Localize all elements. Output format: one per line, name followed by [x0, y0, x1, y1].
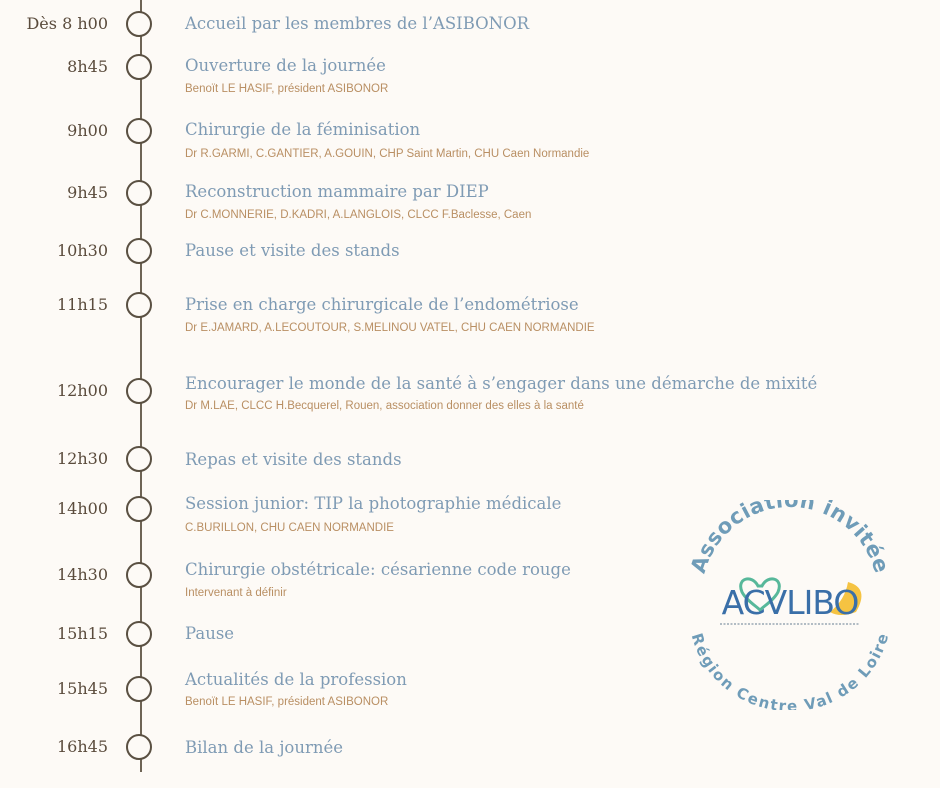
badge-bottom-text: Région Centre Val de Loire — [687, 631, 893, 710]
schedule-time: 15h15 — [56, 624, 108, 643]
logo-text: ACVLIBO — [721, 583, 859, 622]
schedule-title: Chirurgie obstétricale: césarienne code rouge — [185, 560, 571, 579]
schedule-title: Reconstruction mammaire par DIEP — [185, 182, 489, 201]
schedule-time: 10h30 — [56, 241, 108, 260]
schedule-title: Chirurgie de la féminisation — [185, 120, 421, 139]
schedule-time: 12h30 — [56, 449, 108, 468]
timeline-node — [126, 676, 152, 702]
schedule-title: Pause et visite des stands — [185, 241, 400, 260]
schedule-speakers: Dr C.MONNERIE, D.KADRI, A.LANGLOIS, CLCC F.Baclesse, Caen — [185, 209, 532, 221]
schedule-time: 16h45 — [56, 737, 108, 756]
timeline-node — [126, 11, 152, 37]
schedule-speakers: Dr M.LAE, CLCC H.Becquerel, Rouen, association donner des elles à la santé — [185, 400, 584, 412]
schedule-speakers: Dr R.GARMI, C.GANTIER, A.GOUIN, CHP Saint Martin, CHU Caen Normandie — [185, 148, 590, 160]
schedule-speakers: Dr E.JAMARD, A.LECOUTOUR, S.MELINOU VATEL, CHU CAEN NORMANDIE — [185, 322, 595, 334]
schedule-time: 9h00 — [67, 121, 108, 140]
schedule-time: Dès 8 h00 — [26, 14, 108, 33]
schedule-time: 8h45 — [67, 57, 108, 76]
invited-association-badge — [680, 500, 900, 710]
schedule-title: Repas et visite des stands — [185, 450, 402, 469]
schedule-time: 11h15 — [56, 295, 108, 314]
timeline-node — [126, 734, 152, 760]
timeline-node — [126, 562, 152, 588]
schedule-title: Bilan de la journée — [185, 738, 344, 757]
schedule-title: Actualités de la profession — [185, 670, 407, 689]
schedule-time: 14h00 — [56, 499, 108, 518]
aclibo-logo — [720, 579, 861, 624]
schedule-time: 9h45 — [67, 183, 108, 202]
timeline-node — [126, 621, 152, 647]
timeline-node — [126, 118, 152, 144]
schedule-time: 12h00 — [56, 381, 108, 400]
schedule-title: Pause — [185, 624, 235, 643]
badge-graphic — [680, 500, 900, 710]
timeline-node — [126, 292, 152, 318]
timeline-node — [126, 54, 152, 80]
timeline-node — [126, 496, 152, 522]
timeline-node — [126, 446, 152, 472]
schedule-speakers: Benoït LE HASIF, président ASIBONOR — [185, 696, 389, 708]
schedule-title: Session junior: TIP la photographie médicale — [185, 494, 562, 513]
badge-top-text: Association invitée — [686, 500, 894, 577]
timeline-node — [126, 378, 152, 404]
schedule-title: Ouverture de la journée — [185, 56, 386, 75]
schedule-speakers: Intervenant à définir — [185, 587, 287, 599]
schedule-time: 14h30 — [56, 565, 108, 584]
schedule-time: 15h45 — [56, 679, 108, 698]
schedule-speakers: C.BURILLON, CHU CAEN NORMANDIE — [185, 522, 394, 534]
timeline-node — [126, 238, 152, 264]
schedule-title: Accueil par les membres de l’ASIBONOR — [185, 14, 530, 33]
timeline-node — [126, 180, 152, 206]
schedule-speakers: Benoït LE HASIF, président ASIBONOR — [185, 83, 389, 95]
schedule-title: Prise en charge chirurgicale de l’endométriose — [185, 295, 579, 314]
schedule-title: Encourager le monde de la santé à s’engager dans une démarche de mixité — [185, 374, 818, 393]
